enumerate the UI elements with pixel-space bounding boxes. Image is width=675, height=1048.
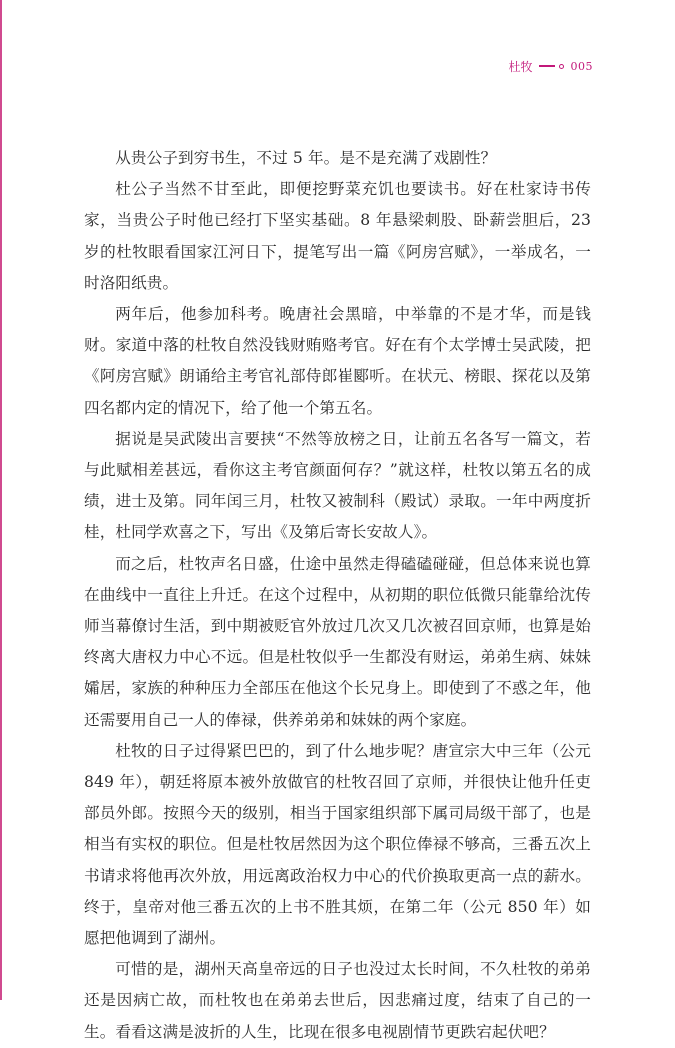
paragraph-5: 而之后，杜牧声名日盛，仕途中虽然走得磕磕碰碰，但总体来说也算在曲线中一直往上升迁。在这个过程中，从初期的职位低微只能靠给沈传师当幕僚讨生活，到中期被贬官外放过几次又几次被召回京师，也算是始终离大唐权力中心不远。但是杜牧似乎一生都没有财运，弟弟生病、妹妹孀居，家族的种种压力全部压在他这个长兄身上。即使到了不惑之年，他还需要用自己一人的俸禄，供养弟弟和妹妹的两个家庭。 [84, 554, 591, 729]
paragraph-1: 从贵公子到穷书生，不过 5 年。是不是充满了戏剧性？ [115, 149, 497, 167]
page-edge-strip [0, 0, 2, 1000]
page-number: 005 [570, 59, 593, 73]
paragraph-3: 两年后，他参加科考。晚唐社会黑暗，中举靠的不是才华，而是钱财。家道中落的杜牧自然没钱财贿赂考官。好在有个太学博士吴武陵，把《阿房宫赋》朗诵给主考官礼部侍郎崔郾听。在状元、榜眼、探花以及第四名都内定的情况下，给了他一个第五名。 [84, 305, 591, 417]
running-header [508, 58, 593, 74]
header-rule-decoration [539, 65, 555, 67]
paragraph-2: 杜公子当然不甘至此，即便挖野菜充饥也要读书。好在杜家诗书传家，当贵公子时他已经打下坚实基础。8 年悬梁刺股、卧薪尝胆后，23 岁的杜牧眼看国家江河日下，提笔写出一篇《阿房宫赋》，一举成名，一时洛阳纸贵。 [84, 180, 591, 292]
paragraph-7: 可惜的是，湖州天高皇帝远的日子也没过太长时间，不久杜牧的弟弟还是因病亡故，而杜牧也在弟弟去世后，因悲痛过度，结束了自己的一生。看看这满是波折的人生，比现在很多电视剧情节更跌宕起伏吧？ [84, 960, 591, 1041]
header-circle-icon [559, 64, 564, 69]
header-section-title: 杜牧 [508, 59, 533, 74]
body-text [84, 143, 591, 1048]
paragraph-4: 据说是吴武陵出言要挟“不然等放榜之日，让前五名各写一篇文，若与此赋相差甚远，看你这主考官颜面何存？”就这样，杜牧以第五名的成绩，进士及第。同年闰三月，杜牧又被制科（殿试）录取。一年中两度折桂，杜同学欢喜之下，写出《及第后寄长安故人》。 [84, 429, 591, 542]
paragraph-6: 杜牧的日子过得紧巴巴的，到了什么地步呢？唐宣宗大中三年（公元 849 年），朝廷将原本被外放做官的杜牧召回了京师，并很快让他升任吏部员外郎。按照今天的级别，相当于国家组织部下属司局级干部了，也是相当有实权的职位。但是杜牧居然因为这个职位俸禄不够高，三番五次上书请求将他再次外放，用远离政治权力中心的代价换取更高一点的薪水。终于，皇帝对他三番五次的上书不胜其烦，在第二年（公元 850 年）如愿把他调到了湖州。 [84, 741, 591, 948]
